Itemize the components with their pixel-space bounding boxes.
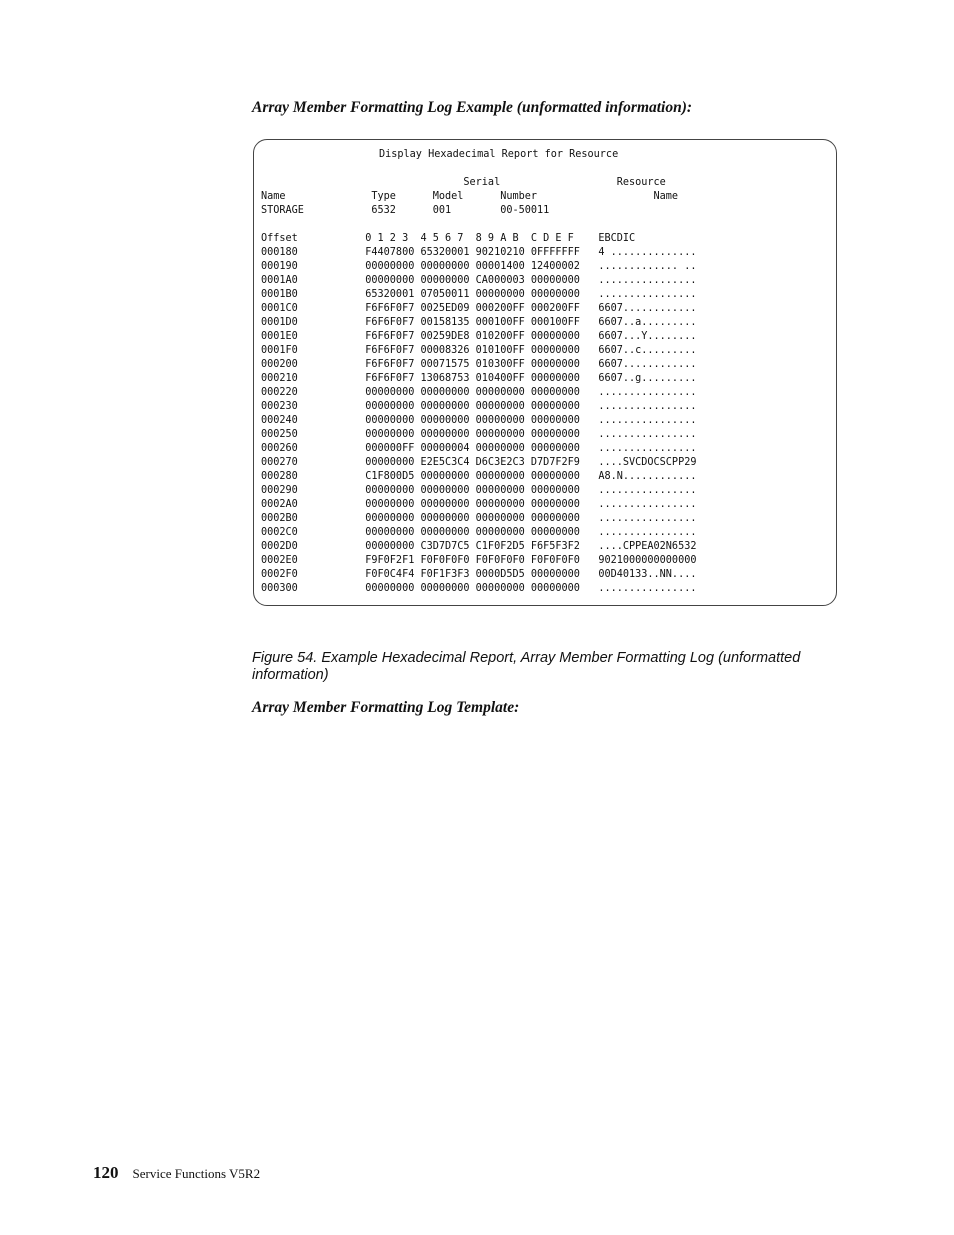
screen-title: Display Hexadecimal Report for Resource [379,149,619,160]
hex-report-screen [261,148,696,596]
page-footer [93,1163,260,1183]
book-title: Service Functions V5R2 [132,1166,261,1181]
screen-lines: Serial Resource Name Type Model Number Name STORAGE 6532 001 00-50011 Offset 0 1 2 3 4 5 6 7 8 9 A B C D E F EBCDIC 000180 F4407800 65320001 90210210 0FFFFFFF 4 .............. 000190 00000000 00000000 00001400 12400002 ............. .. 0001A0 00000000 00000000 CA000003 00000000 ................ 0001B0 65320001 07050011 00000000 00000000 ................ 0001C0 F6F6F0F7 0025ED09 000200FF 000200FF 6607............ 0001D0 F6F6F0F7 00158135 000100FF 000100FF 6607..a......... 0001E0 F6F6F0F7 00259DE8 010200FF 00000000 6607...Y........ 0001F0 F6F6F0F7 00008326 010100FF 00000000 6607..c......... 000200 F6F6F0F7 00071575 010300FF 00000000 6607............ 000210 F6F6F0F7 13068753 010400FF 00000000 6607..g......... 000220 00000000 00000000 00000000 00000000 ................ 000230 00000000 00000000 00000000 00000000 ................ 000240 00000000 00000000 00000000 00000000 ................ 000250 00000000 00000000 00000000 00000000 ................ 000260 000000FF 00000004 00000000 00000000 ................ 000270 00000000 E2E5C3C4 D6C3E2C3 D7D7F2F9 ....SVCDOCSCPP29 000280 C1F800D5 00000000 00000000 00000000 A8.N............ 000290 00000000 00000000 00000000 00000000 ................ 0002A0 00000000 00000000 00000000 00000000 ................ 0002B0 00000000 00000000 00000000 00000000 ................ 0002C0 00000000 00000000 00000000 00000000 ................ 0002D0 00000000 C3D7D7C5 C1F0F2D5 F6F5F3F2 ....CPPEA02N6532 0002E0 F9F0F2F1 F0F0F0F0 F0F0F0F0 F0F0F0F0 9021000000000000 0002F0 F0F0C4F4 F0F1F3F3 0000D5D5 00000000 00D40133..NN.... 000300 00000000 00000000 00000000 00000000 ................ [261,177,697,594]
section-heading-example: Array Member Formatting Log Example (unformatted information): [252,99,693,116]
figure-caption: Figure 54. Example Hexadecimal Report, Array Member Formatting Log (unformatted information) [252,650,801,683]
page-number: 120 [93,1163,119,1182]
section-heading-template: Array Member Formatting Log Template: [252,699,520,716]
